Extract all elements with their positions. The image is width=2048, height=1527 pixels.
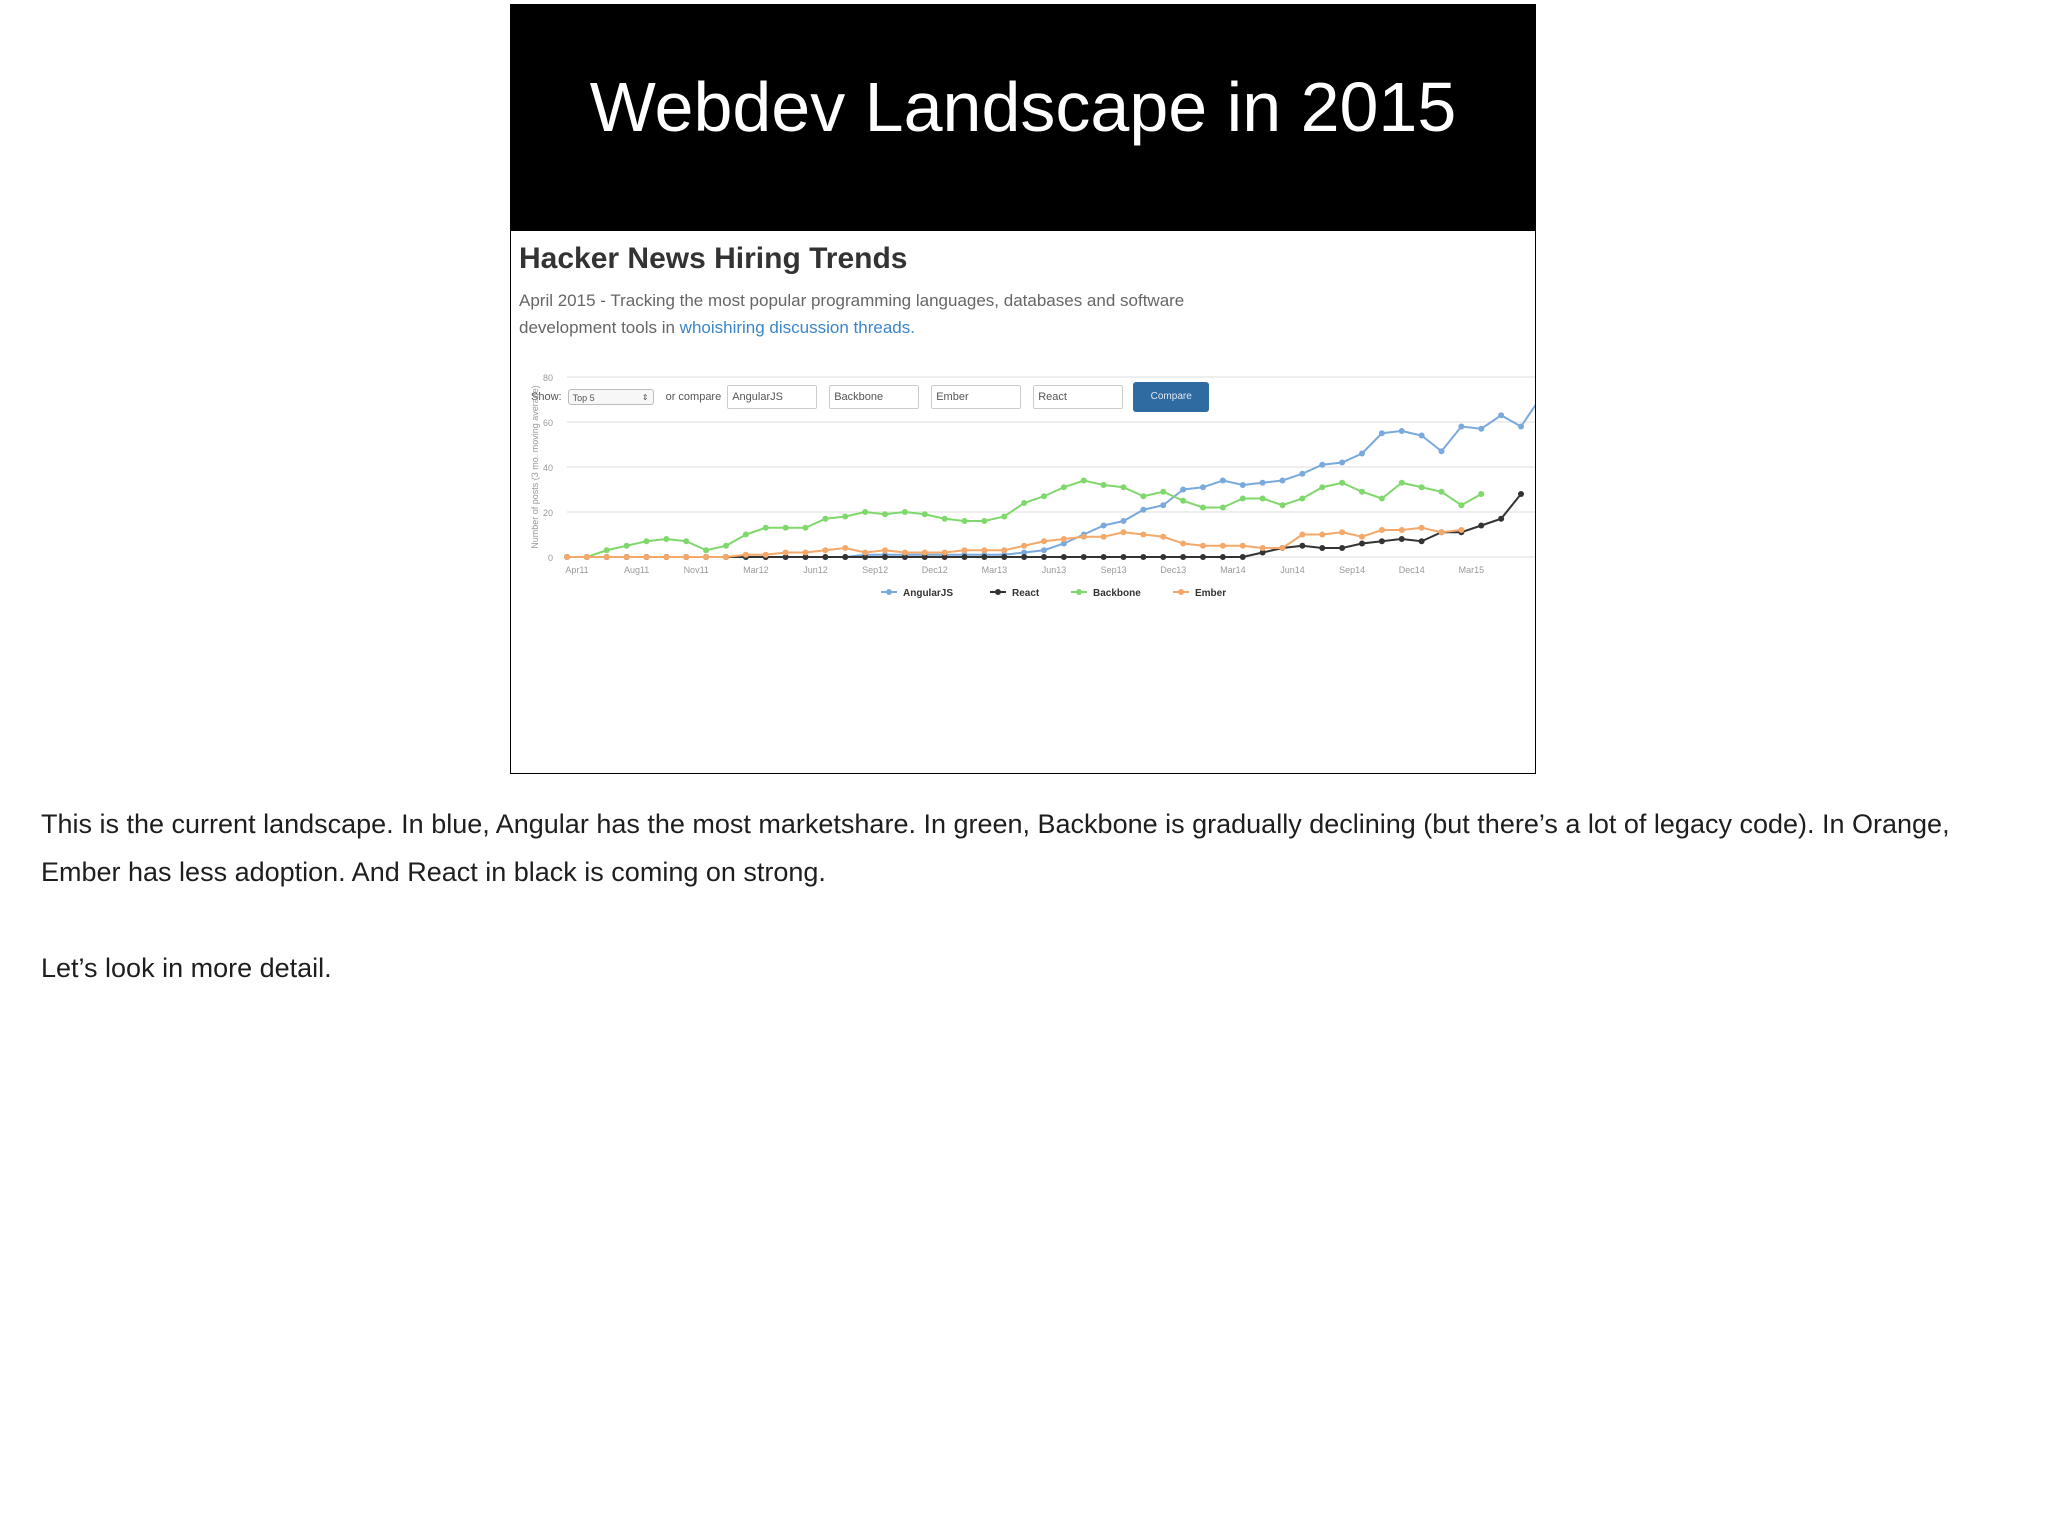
data-point-ember [1081, 534, 1087, 540]
data-point-react [1140, 554, 1146, 560]
data-point-ember [663, 554, 669, 560]
data-point-ember [1140, 532, 1146, 538]
slide-notes [41, 800, 1991, 992]
data-point-ember [1001, 547, 1007, 553]
data-point-angularjs [1458, 424, 1464, 430]
legend-label-angularjs: AngularJS [903, 588, 954, 599]
legend-label-backbone: Backbone [1093, 588, 1141, 599]
data-point-ember [1439, 529, 1445, 535]
data-point-ember [644, 554, 650, 560]
data-point-react [842, 554, 848, 560]
x-tick-label: Dec12 [921, 565, 948, 575]
data-point-backbone [1359, 489, 1365, 495]
data-point-backbone [882, 511, 888, 517]
data-point-ember [902, 550, 908, 556]
data-point-angularjs [1260, 480, 1266, 486]
data-point-ember [743, 552, 749, 558]
data-point-react [1240, 554, 1246, 560]
data-point-react [1339, 545, 1345, 551]
data-point-react [1160, 554, 1166, 560]
data-point-angularjs [1498, 412, 1504, 418]
x-tick-label: Mar15 [1458, 565, 1485, 575]
data-point-react [1299, 543, 1305, 549]
y-tick-label: 20 [542, 508, 553, 518]
data-point-backbone [962, 518, 968, 524]
data-point-backbone [1339, 480, 1345, 486]
series-line-ember [567, 528, 1461, 557]
data-point-ember [564, 554, 570, 560]
data-point-backbone [1061, 484, 1067, 490]
data-point-react [1419, 538, 1425, 544]
x-tick-label: Mar12 [743, 565, 769, 575]
series-line-angularjs [567, 397, 1535, 557]
legend-marker-backbone [1076, 589, 1082, 595]
data-point-ember [1160, 534, 1166, 540]
data-point-ember [882, 547, 888, 553]
hn-description-text: April 2015 - Tracking the most popular programming languages, databases and software development tools in [519, 291, 1185, 337]
data-point-angularjs [1121, 518, 1127, 524]
data-point-ember [922, 550, 928, 556]
data-point-ember [1260, 545, 1266, 551]
data-point-ember [604, 554, 610, 560]
data-point-backbone [1399, 480, 1405, 486]
data-point-ember [942, 550, 948, 556]
data-point-angularjs [1399, 428, 1405, 434]
data-point-angularjs [1240, 482, 1246, 488]
compare-input-backbone[interactable]: Backbone [829, 385, 919, 409]
slide-header [511, 5, 1535, 231]
data-point-react [1180, 554, 1186, 560]
data-point-backbone [942, 516, 948, 522]
legend-label-ember: Ember [1195, 588, 1227, 599]
hn-heading: Hacker News Hiring Trends [519, 242, 908, 275]
data-point-backbone [902, 509, 908, 515]
data-point-react [1220, 554, 1226, 560]
data-point-react [1518, 491, 1524, 497]
legend-marker-react [995, 589, 1001, 595]
data-point-ember [1041, 538, 1047, 544]
y-tick-label: 60 [542, 418, 553, 428]
hiring-trends-chart [511, 371, 1535, 774]
data-point-backbone [803, 525, 809, 531]
data-point-ember [703, 554, 709, 560]
data-point-react [1121, 554, 1127, 560]
data-point-backbone [1379, 496, 1385, 502]
data-point-angularjs [1359, 451, 1365, 457]
data-point-react [1319, 545, 1325, 551]
data-point-backbone [1439, 489, 1445, 495]
x-tick-label: Jun12 [803, 565, 828, 575]
data-point-backbone [683, 538, 689, 544]
hn-description [519, 287, 1239, 341]
data-point-react [1041, 554, 1047, 560]
data-point-backbone [1280, 502, 1286, 508]
data-point-ember [1359, 534, 1365, 540]
data-point-backbone [822, 516, 828, 522]
y-axis-label: Number of posts (3 mo. moving average) [530, 385, 540, 549]
notes-paragraph-1: This is the current landscape. In blue, Angular has the most marketshare. In green, Backbone is gradually declining (but there’s a lot of legacy code). In Orange, Ember has less adoption. And React in black is coming on strong. [41, 809, 1950, 887]
compare-button[interactable]: Compare [1133, 382, 1209, 412]
x-tick-label: Aug11 [623, 565, 650, 575]
legend-marker-ember [1178, 589, 1184, 595]
slide-frame [510, 4, 1536, 774]
data-point-backbone [1121, 484, 1127, 490]
data-point-backbone [723, 543, 729, 549]
x-tick-label: Dec13 [1160, 565, 1187, 575]
whoishiring-link[interactable]: whoishiring discussion threads. [679, 318, 915, 337]
data-point-angularjs [1518, 424, 1524, 430]
data-point-ember [584, 554, 590, 560]
legend-marker-angularjs [886, 589, 892, 595]
data-point-react [1081, 554, 1087, 560]
data-point-ember [822, 547, 828, 553]
data-point-angularjs [1101, 523, 1107, 529]
notes-paragraph-2: Let’s look in more detail. [41, 953, 332, 983]
x-tick-label: Sep13 [1100, 565, 1127, 575]
data-point-angularjs [1478, 426, 1484, 432]
data-point-backbone [743, 532, 749, 538]
data-point-angularjs [1140, 507, 1146, 513]
data-point-react [822, 554, 828, 560]
data-point-ember [981, 547, 987, 553]
data-point-backbone [1419, 484, 1425, 490]
data-point-react [1498, 516, 1504, 522]
legend-label-react: React [1012, 588, 1040, 599]
data-point-react [1359, 541, 1365, 547]
data-point-ember [962, 547, 968, 553]
data-point-backbone [842, 514, 848, 520]
x-tick-label: Apr11 [565, 565, 589, 575]
data-point-backbone [703, 547, 709, 553]
data-point-ember [1240, 543, 1246, 549]
data-point-backbone [1101, 482, 1107, 488]
data-point-backbone [1220, 505, 1226, 511]
data-point-ember [1299, 532, 1305, 538]
data-point-ember [1339, 529, 1345, 535]
compare-input-ember[interactable]: Ember [931, 385, 1021, 409]
data-point-ember [1101, 534, 1107, 540]
y-tick-label: 40 [542, 463, 553, 473]
data-point-react [1379, 538, 1385, 544]
data-point-ember [1319, 532, 1325, 538]
embedded-screenshot [511, 231, 1535, 774]
data-point-react [882, 554, 888, 560]
data-point-angularjs [1041, 547, 1047, 553]
data-point-backbone [1200, 505, 1206, 511]
data-point-ember [1021, 543, 1027, 549]
data-point-angularjs [1200, 484, 1206, 490]
data-point-backbone [1260, 496, 1266, 502]
data-point-angularjs [1419, 433, 1425, 439]
data-point-backbone [1478, 491, 1484, 497]
data-point-ember [1121, 529, 1127, 535]
data-point-backbone [862, 509, 868, 515]
data-point-backbone [1160, 489, 1166, 495]
data-point-backbone [1021, 500, 1027, 506]
data-point-ember [1399, 527, 1405, 533]
data-point-ember [723, 554, 729, 560]
y-tick-label: 80 [542, 373, 553, 383]
compare-input-react[interactable]: React [1033, 385, 1123, 409]
data-point-ember [1379, 527, 1385, 533]
data-point-react [981, 554, 987, 560]
data-point-backbone [1140, 493, 1146, 499]
data-point-backbone [1240, 496, 1246, 502]
x-tick-label: Jun14 [1280, 565, 1305, 575]
data-point-angularjs [1220, 478, 1226, 484]
data-point-ember [783, 550, 789, 556]
data-point-react [1101, 554, 1107, 560]
data-point-backbone [1180, 498, 1186, 504]
x-tick-label: Mar13 [981, 565, 1008, 575]
data-point-ember [763, 552, 769, 558]
data-point-angularjs [1180, 487, 1186, 493]
data-point-react [1478, 523, 1484, 529]
data-point-ember [862, 550, 868, 556]
data-point-ember [1458, 527, 1464, 533]
data-point-react [1021, 554, 1027, 560]
data-point-react [1399, 536, 1405, 542]
compare-input-angularjs[interactable]: AngularJS [727, 385, 817, 409]
select-caret-icon: ⇕ [641, 393, 649, 402]
data-point-react [962, 554, 968, 560]
data-point-backbone [1081, 478, 1087, 484]
data-point-backbone [604, 547, 610, 553]
data-point-angularjs [1280, 478, 1286, 484]
data-point-backbone [763, 525, 769, 531]
x-tick-label: Mar14 [1220, 565, 1246, 575]
data-point-react [1061, 554, 1067, 560]
data-point-angularjs [1379, 430, 1385, 436]
data-point-backbone [644, 538, 650, 544]
data-point-angularjs [1299, 471, 1305, 477]
show-label: Show: [531, 391, 562, 403]
data-point-backbone [624, 543, 630, 549]
data-point-ember [1220, 543, 1226, 549]
data-point-ember [1200, 543, 1206, 549]
data-point-angularjs [1439, 448, 1445, 454]
show-select-value: Top 5 [572, 393, 595, 403]
data-point-ember [683, 554, 689, 560]
x-tick-label: Sep12 [862, 565, 889, 575]
data-point-angularjs [1319, 462, 1325, 468]
data-point-ember [1180, 541, 1186, 547]
x-tick-label: Dec14 [1398, 565, 1425, 575]
data-point-backbone [922, 511, 928, 517]
data-point-backbone [981, 518, 987, 524]
data-point-angularjs [1160, 502, 1166, 508]
compare-label: or compare [665, 391, 722, 403]
data-point-backbone [783, 525, 789, 531]
data-point-backbone [1001, 514, 1007, 520]
data-point-ember [1419, 525, 1425, 531]
x-tick-label: Jun13 [1041, 565, 1067, 575]
data-point-ember [842, 545, 848, 551]
x-tick-label: Nov11 [683, 565, 709, 575]
data-point-angularjs [1339, 460, 1345, 466]
data-point-ember [1280, 545, 1286, 551]
data-point-backbone [1041, 493, 1047, 499]
x-tick-label: Sep14 [1339, 565, 1366, 575]
data-point-ember [803, 550, 809, 556]
data-point-ember [1061, 536, 1067, 542]
data-point-backbone [1458, 502, 1464, 508]
data-point-backbone [1299, 496, 1305, 502]
slide-title: Webdev Landscape in 2015 [589, 68, 1457, 146]
y-tick-label: 0 [547, 553, 553, 563]
data-point-react [1001, 554, 1007, 560]
data-point-backbone [663, 536, 669, 542]
data-point-ember [624, 554, 630, 560]
data-point-backbone [1319, 484, 1325, 490]
data-point-react [1200, 554, 1206, 560]
